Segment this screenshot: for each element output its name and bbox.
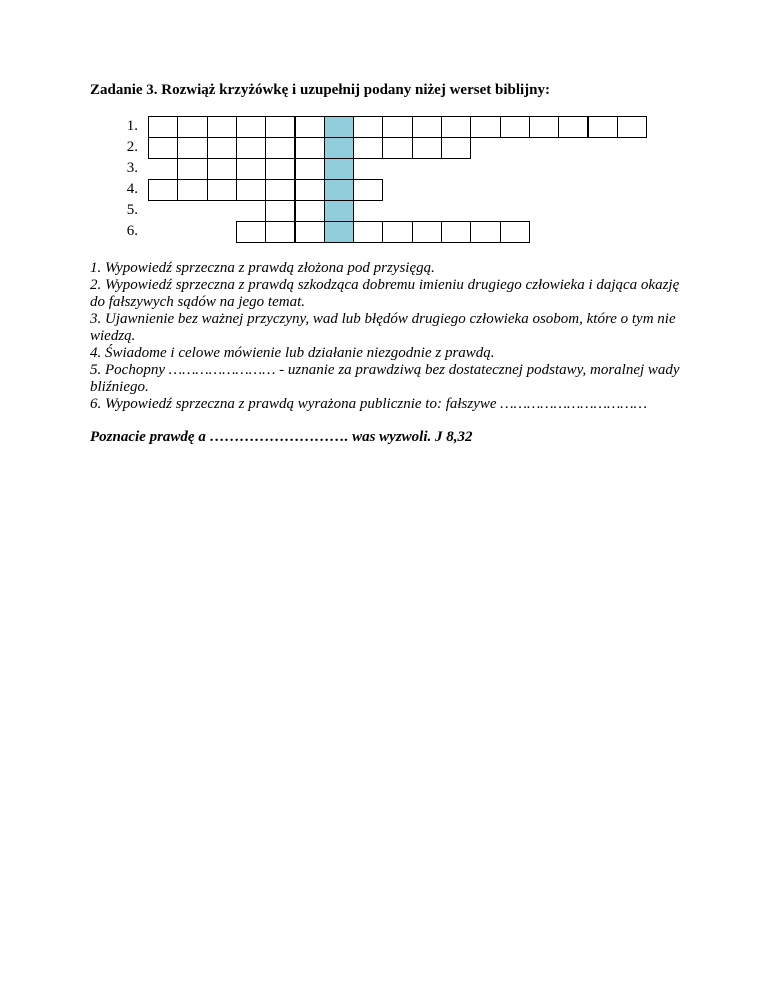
crossword-cell[interactable]	[265, 137, 295, 159]
crossword-cell[interactable]	[500, 221, 530, 243]
crossword-cell[interactable]	[529, 116, 559, 138]
crossword-cell[interactable]	[412, 221, 442, 243]
crossword-cell[interactable]	[207, 158, 237, 180]
bible-verse: Poznacie prawdę a ………………………. was wyzwoli. J 8,32	[90, 429, 473, 445]
crossword-cell[interactable]	[412, 137, 442, 159]
crossword-cell[interactable]	[265, 179, 295, 201]
clue-2: 2. Wypowiedź sprzeczna z prawdą szkodząca dobremu imieniu drugiego człowieka i dająca okazję do fałszywych sądów na jego temat.	[90, 277, 680, 310]
crossword-cell[interactable]	[588, 116, 618, 138]
crossword-cell[interactable]	[265, 158, 295, 180]
crossword-key-cell[interactable]	[324, 179, 354, 201]
crossword-key-cell[interactable]	[324, 200, 354, 222]
clue-3: 3. Ujawnienie bez ważnej przyczyny, wad lub błędów drugiego człowieka osobom, które o tym nie wiedzą.	[90, 311, 676, 344]
crossword-cell[interactable]	[295, 137, 325, 159]
crossword-cell[interactable]	[236, 158, 266, 180]
crossword-cell[interactable]	[353, 179, 383, 201]
crossword-cell[interactable]	[148, 116, 178, 138]
crossword-cell[interactable]	[295, 158, 325, 180]
crossword-cell[interactable]	[353, 137, 383, 159]
crossword-cell[interactable]	[177, 116, 207, 138]
crossword-cell[interactable]	[470, 221, 500, 243]
crossword-cell[interactable]	[265, 221, 295, 243]
crossword-cell[interactable]	[148, 179, 178, 201]
crossword-cell[interactable]	[441, 137, 471, 159]
crossword-cell[interactable]	[295, 221, 325, 243]
crossword-cell[interactable]	[353, 116, 383, 138]
crossword-cell[interactable]	[353, 221, 383, 243]
crossword-cell[interactable]	[265, 116, 295, 138]
crossword-cell[interactable]	[265, 200, 295, 222]
crossword-cell[interactable]	[295, 200, 325, 222]
row-number-3: 3.	[126, 160, 138, 176]
crossword-cell[interactable]	[295, 179, 325, 201]
crossword-cell[interactable]	[236, 179, 266, 201]
clue-1: 1. Wypowiedź sprzeczna z prawdą złożona pod przysięgą.	[90, 260, 435, 276]
crossword-cell[interactable]	[177, 158, 207, 180]
crossword-cell[interactable]	[207, 179, 237, 201]
crossword-cell[interactable]	[558, 116, 588, 138]
clue-5: 5. Pochopny …………………… - uznanie za prawdziwą bez dostatecznej podstawy, moralnej wady bliźniego.	[90, 362, 680, 395]
row-number-1: 1.	[126, 118, 138, 134]
crossword-cell[interactable]	[441, 221, 471, 243]
crossword-cell[interactable]	[236, 221, 266, 243]
crossword-key-cell[interactable]	[324, 137, 354, 159]
crossword-cell[interactable]	[382, 137, 412, 159]
crossword-cell[interactable]	[148, 137, 178, 159]
crossword-cell[interactable]	[236, 116, 266, 138]
row-number-5: 5.	[126, 202, 138, 218]
crossword-cell[interactable]	[295, 116, 325, 138]
row-number-2: 2.	[126, 139, 138, 155]
crossword-cell[interactable]	[207, 116, 237, 138]
crossword-key-cell[interactable]	[324, 158, 354, 180]
crossword-key-cell[interactable]	[324, 221, 354, 243]
clue-4: 4. Świadome i celowe mówienie lub działanie niezgodnie z prawdą.	[90, 345, 495, 361]
task-title: Zadanie 3. Rozwiąż krzyżówkę i uzupełnij podany niżej werset biblijny:	[90, 82, 550, 98]
crossword-cell[interactable]	[470, 116, 500, 138]
crossword-key-cell[interactable]	[324, 116, 354, 138]
crossword-cell[interactable]	[177, 179, 207, 201]
crossword-cell[interactable]	[382, 221, 412, 243]
row-number-4: 4.	[126, 181, 138, 197]
crossword-cell[interactable]	[207, 137, 237, 159]
crossword-cell[interactable]	[412, 116, 442, 138]
crossword-cell[interactable]	[382, 116, 412, 138]
crossword-cell[interactable]	[617, 116, 647, 138]
crossword-cell[interactable]	[177, 137, 207, 159]
crossword-cell[interactable]	[441, 116, 471, 138]
clues-list	[90, 260, 690, 413]
row-number-6: 6.	[126, 223, 138, 239]
crossword-cell[interactable]	[236, 137, 266, 159]
crossword-cell[interactable]	[500, 116, 530, 138]
clue-6: 6. Wypowiedź sprzeczna z prawdą wyrażona publicznie to: fałszywe ……………………………	[90, 396, 647, 412]
